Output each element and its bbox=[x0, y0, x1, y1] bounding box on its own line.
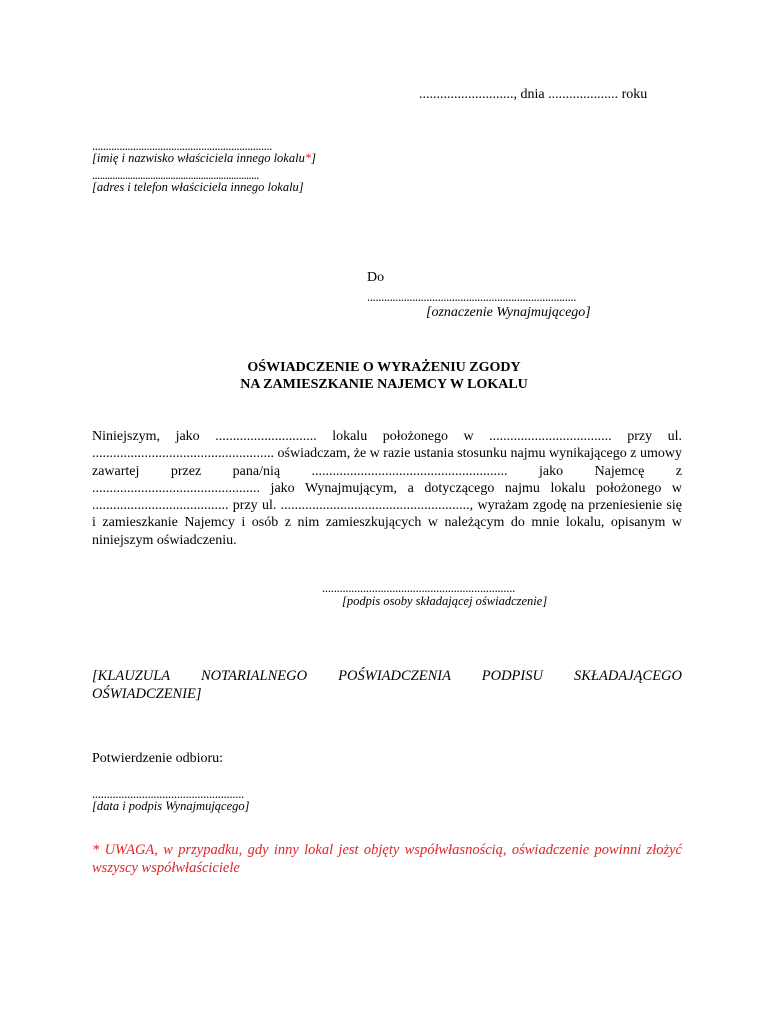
document-title-line1: OŚWIADCZENIE O WYRAŻENIU ZGODY bbox=[247, 360, 521, 375]
owner-name-label: [imię i nazwisko właściciela innego lokalu*] bbox=[92, 151, 316, 165]
date-line: ..........................., dnia .................... roku bbox=[419, 87, 648, 102]
owner-address-label: [adres i telefon właściciela innego lokalu] bbox=[92, 180, 304, 194]
owner-name-dots: .................................................................. bbox=[92, 139, 272, 153]
recipient-dots: .......................................................................... bbox=[367, 290, 577, 304]
signature-label: [podpis osoby składającej oświadczenie] bbox=[342, 594, 548, 608]
owner-address-dots: .................................................................. bbox=[92, 168, 259, 182]
warning-note: * UWAGA, w przypadku, gdy inny lokal jest objęty współwłasnością, oświadczenie powinni złożyć wszyscy współwłaściciele bbox=[92, 842, 682, 876]
receipt-dots: .................................................... bbox=[92, 787, 245, 801]
recipient-to: Do bbox=[367, 270, 385, 285]
signature-dots: .................................................................. bbox=[322, 581, 516, 595]
document-title-line2: NA ZAMIESZKANIE NAJEMCY W LOKALU bbox=[240, 377, 528, 392]
recipient-label: [oznaczenie Wynajmującego] bbox=[426, 305, 591, 320]
receipt-label: [data i podpis Wynajmującego] bbox=[92, 799, 250, 813]
required-asterisk: * bbox=[304, 151, 312, 165]
receipt-heading: Potwierdzenie odbioru: bbox=[92, 751, 224, 766]
notary-clause: [KLAUZULA NOTARIALNEGO POŚWIADCZENIA PODPISU SKŁADAJĄCEGO OŚWIADCZENIE] bbox=[92, 668, 682, 702]
declaration-body: Niniejszym, jako ............................. lokalu położonego w ................................... przy ul. .................................................... oświadczam, że w razie ustania stosunku najmu wynikającego z umowy zawartej przez pana/nią ........................................................ jako Najemcę z ................................................ jako Wynajmującym, a dotyczącego najmu lokalu położonego w ....................................... przy ul. ......................................................, wyrażam zgodę na przeniesienie się i zamieszkanie Najemcy i osób z nim zamieszkujących w należącym do mnie lokalu, opisanym w niniejszym oświadczeniu. bbox=[92, 429, 682, 548]
